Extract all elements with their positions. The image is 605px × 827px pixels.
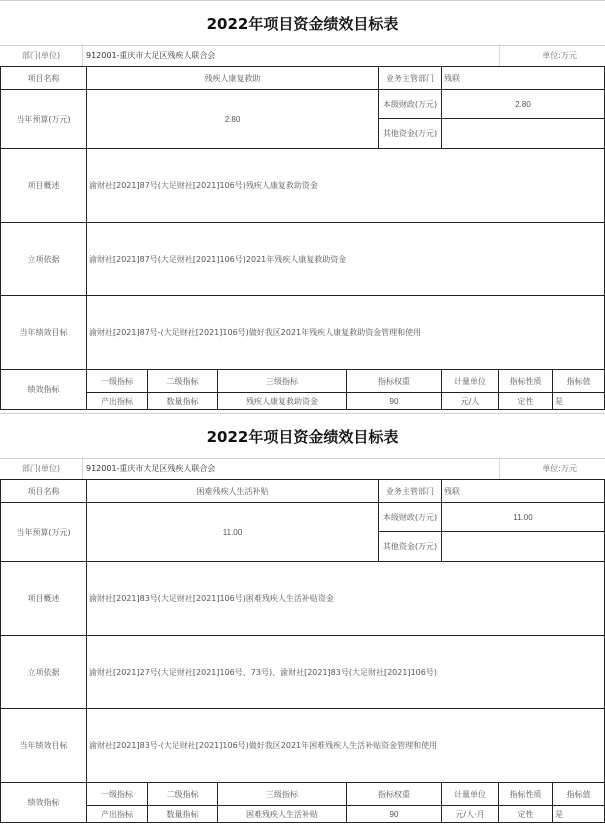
performance-table	[0, 66, 605, 410]
indicator-cell: 元/人·月	[442, 806, 499, 823]
competent-dept-label: 业务主管部门	[379, 67, 442, 90]
indicator-cell: 是	[553, 393, 605, 410]
indicator-label: 绩效指标	[1, 370, 87, 410]
indicator-cell: 数量指标	[148, 806, 218, 823]
indicator-header: 指标值	[553, 783, 605, 806]
indicator-cell: 90	[347, 393, 442, 410]
department-value: 912001-重庆市大足区残疾人联合会	[86, 50, 216, 60]
project-name-value: 困难残疾人生活补贴	[87, 480, 379, 503]
overview-value: 渝财社[2021]83号(大足财社[2021]106号)困难残疾人生活补贴资金	[87, 562, 605, 636]
competent-dept-label: 业务主管部门	[379, 480, 442, 503]
indicator-header: 三级指标	[218, 370, 347, 393]
indicator-cell: 数量指标	[148, 393, 218, 410]
indicator-header: 指标权重	[347, 783, 442, 806]
indicator-cell: 90	[347, 806, 442, 823]
other-funds-value	[442, 119, 605, 149]
department-row	[0, 44, 605, 67]
performance-table	[0, 479, 605, 823]
sheet-title: 2022年项目资金绩效目标表	[0, 0, 605, 46]
fiscal-value: 2.80	[442, 90, 605, 119]
other-funds-label: 其他资金(万元)	[379, 532, 442, 562]
basis-value: 渝财社[2021]87号(大足财社[2021]106号)2021年残疾人康复救助资金	[87, 223, 605, 296]
department-label: 部门(单位)	[0, 44, 83, 66]
fiscal-label: 本级财政(万元)	[379, 503, 442, 532]
sheet-title: 2022年项目资金绩效目标表	[0, 413, 605, 459]
indicator-cell: 产出指标	[87, 806, 148, 823]
indicator-header: 计量单位	[442, 783, 499, 806]
indicator-cell: 残疾人康复救助资金	[218, 393, 347, 410]
budget-value: 11.00	[87, 503, 379, 562]
indicator-cell: 是	[553, 806, 605, 823]
fiscal-value: 11.00	[442, 503, 605, 532]
overview-label: 项目概述	[1, 149, 87, 223]
project-name-value: 残疾人康复救助	[87, 67, 379, 90]
basis-value: 渝财社[2021]27号(大足财社[2021]106号、73号)、渝财社[2021]83号(大足财社[2021]106号)	[87, 636, 605, 709]
indicator-header: 指标值	[553, 370, 605, 393]
indicator-header: 指标性质	[499, 783, 553, 806]
basis-label: 立项依据	[1, 223, 87, 296]
indicator-cell: 困难残疾人生活补贴	[218, 806, 347, 823]
budget-label: 当年预算(万元)	[1, 90, 87, 149]
department-value: 912001-重庆市大足区残疾人联合会	[86, 463, 216, 473]
project-name-label: 项目名称	[1, 480, 87, 503]
overview-value: 渝财社[2021]87号(大足财社[2021]106号)残疾人康复救助资金	[87, 149, 605, 223]
indicator-header: 二级指标	[148, 783, 218, 806]
indicator-cell: 定性	[499, 806, 553, 823]
indicator-header: 一级指标	[87, 370, 148, 393]
indicator-header: 指标权重	[347, 370, 442, 393]
indicator-header: 三级指标	[218, 783, 347, 806]
indicator-header: 一级指标	[87, 783, 148, 806]
unit-label: 单位:万元	[499, 44, 577, 66]
fiscal-label: 本级财政(万元)	[379, 90, 442, 119]
annual-target-value: 渝财社[2021]83号-(大足财社[2021]106号)做好我区2021年困难残疾人生活补贴资金管理和使用	[87, 709, 605, 783]
department-label: 部门(单位)	[0, 457, 83, 479]
annual-target-value: 渝财社[2021]87号-(大足财社[2021]106号)做好我区2021年残疾人康复救助资金管理和使用	[87, 296, 605, 370]
competent-dept-value: 残联	[442, 480, 605, 503]
annual-target-label: 当年绩效目标	[1, 296, 87, 370]
unit-label: 单位:万元	[499, 457, 577, 479]
other-funds-value	[442, 532, 605, 562]
indicator-cell: 产出指标	[87, 393, 148, 410]
indicator-cell: 元/人	[442, 393, 499, 410]
budget-label: 当年预算(万元)	[1, 503, 87, 562]
overview-label: 项目概述	[1, 562, 87, 636]
indicator-cell: 定性	[499, 393, 553, 410]
competent-dept-value: 残联	[442, 67, 605, 90]
indicator-label: 绩效指标	[1, 783, 87, 823]
indicator-header: 二级指标	[148, 370, 218, 393]
indicator-header: 指标性质	[499, 370, 553, 393]
project-name-label: 项目名称	[1, 67, 87, 90]
budget-value: 2.80	[87, 90, 379, 149]
department-row	[0, 457, 605, 480]
indicator-header: 计量单位	[442, 370, 499, 393]
other-funds-label: 其他资金(万元)	[379, 119, 442, 149]
basis-label: 立项依据	[1, 636, 87, 709]
annual-target-label: 当年绩效目标	[1, 709, 87, 783]
